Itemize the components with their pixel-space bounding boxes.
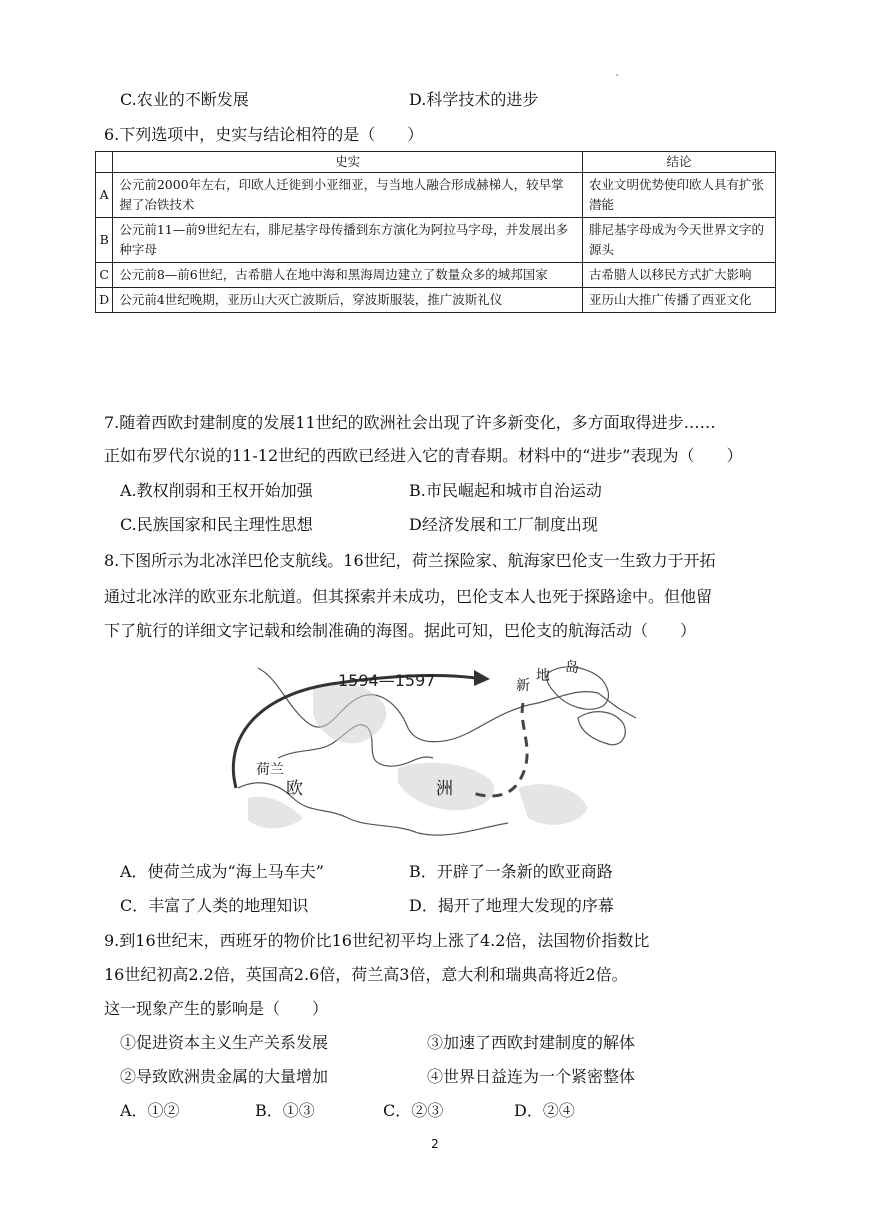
q9-option-d: D．②④	[514, 1101, 575, 1120]
map-label-holland: 荷兰	[256, 762, 284, 778]
map-label-zhou: 洲	[436, 779, 453, 799]
q9-line-2: 16世纪初高2.2倍，英国高2.6倍，荷兰高3倍，意大利和瑞典高将近2倍。	[104, 965, 628, 984]
q8-option-a: A．使荷兰成为“海上马车夫”	[120, 862, 324, 881]
q8-option-b: B．开辟了一条新的欧亚商路	[409, 862, 613, 881]
table-row	[96, 218, 776, 263]
q9-line-3: 这一现象产生的影响是（ ）	[104, 999, 329, 1018]
q9-option-c: C．②③	[383, 1101, 444, 1120]
row-label: A	[96, 173, 113, 218]
q6-table	[95, 151, 776, 313]
map-label-land: 地	[536, 668, 550, 684]
land-shading	[248, 683, 588, 828]
map-label-island: 岛	[565, 660, 579, 676]
q8-option-d: D．揭开了地理大发现的序幕	[409, 896, 614, 915]
map-label-new: 新	[516, 678, 530, 694]
scan-speck	[616, 74, 618, 76]
q8-line-3: 下了航行的详细文字记载和绘制准确的海图。据此可知，巴伦支的航海活动（ ）	[104, 621, 697, 640]
q9-option-b: B．①③	[255, 1101, 315, 1120]
q6-header-empty	[96, 152, 113, 173]
row-fact: 公元前11—前9世纪左右，腓尼基字母传播到东方演化为阿拉马字母，并发展出多种字母	[113, 218, 583, 263]
q7-line-1: 7.随着西欧封建制度的发展11世纪的欧洲社会出现了许多新变化，多方面取得进步……	[104, 413, 716, 432]
q9-option-a: A．①②	[120, 1101, 180, 1120]
q5-option-c: C.农业的不断发展	[120, 90, 249, 109]
page-number: 2	[431, 1137, 439, 1151]
row-conclusion: 古希腊人以移民方式扩大影响	[583, 263, 776, 288]
q9-line-1: 9.到16世纪末，西班牙的物价比16世纪初平均上涨了4.2倍，法国物价指数比	[104, 931, 650, 950]
q7-option-d: D经济发展和工厂制度出现	[409, 515, 598, 534]
row-label: D	[96, 288, 113, 313]
q6-stem: 6.下列选项中，史实与结论相符的是（ ）	[104, 125, 424, 144]
row-fact: 公元前4世纪晚期，亚历山大灭亡波斯后，穿波斯服装，推广波斯礼仪	[113, 288, 583, 313]
q9-statement-4: ④世界日益连为一个紧密整体	[427, 1067, 636, 1086]
row-conclusion: 腓尼基字母成为今天世界文字的源头	[583, 218, 776, 263]
q7-line-2: 正如布罗代尔说的11-12世纪的西欧已经进入它的青春期。材料中的“进步”表现为（ ）	[104, 446, 743, 465]
q8-option-c: C．丰富了人类的地理知识	[120, 896, 309, 915]
table-row	[96, 173, 776, 218]
row-fact: 公元前2000年左右，印欧人迁徙到小亚细亚，与当地人融合形成赫梯人，较早掌握了冶铁技术	[113, 173, 583, 218]
q6-header-conclusion: 结论	[583, 152, 776, 173]
barents-route-map	[218, 648, 636, 845]
q9-statement-2: ②导致欧洲贵金属的大量增加	[120, 1067, 329, 1086]
q9-statement-1: ①促进资本主义生产关系发展	[120, 1033, 329, 1052]
q7-option-b: B.市民崛起和城市自治运动	[409, 481, 602, 500]
row-label: C	[96, 263, 113, 288]
row-conclusion: 亚历山大推广传播了西亚文化	[583, 288, 776, 313]
map-label-years: 1594—1597	[338, 671, 436, 690]
q6-table-header	[96, 152, 776, 173]
q8-line-2: 通过北冰洋的欧亚东北航道。但其探索并未成功，巴伦支本人也死于探路途中。但他留	[104, 587, 713, 606]
q8-line-1: 8.下图所示为北冰洋巴伦支航线。16世纪，荷兰探险家、航海家巴伦支一生致力于开拓	[104, 551, 716, 570]
row-conclusion: 农业文明优势使印欧人具有扩张潜能	[583, 173, 776, 218]
q7-option-c: C.民族国家和民主理性思想	[120, 515, 313, 534]
q7-option-a: A.教权削弱和王权开始加强	[120, 481, 313, 500]
table-row	[96, 288, 776, 313]
row-label: B	[96, 218, 113, 263]
row-fact: 公元前8—前6世纪，古希腊人在地中海和黑海周边建立了数量众多的城邦国家	[113, 263, 583, 288]
q6-header-fact: 史实	[113, 152, 583, 173]
table-row	[96, 263, 776, 288]
q9-statement-3: ③加速了西欧封建制度的解体	[427, 1033, 636, 1052]
route-arrowhead	[474, 670, 490, 686]
q5-option-d: D.科学技术的进步	[409, 90, 539, 109]
map-label-ou: 欧	[286, 779, 303, 799]
